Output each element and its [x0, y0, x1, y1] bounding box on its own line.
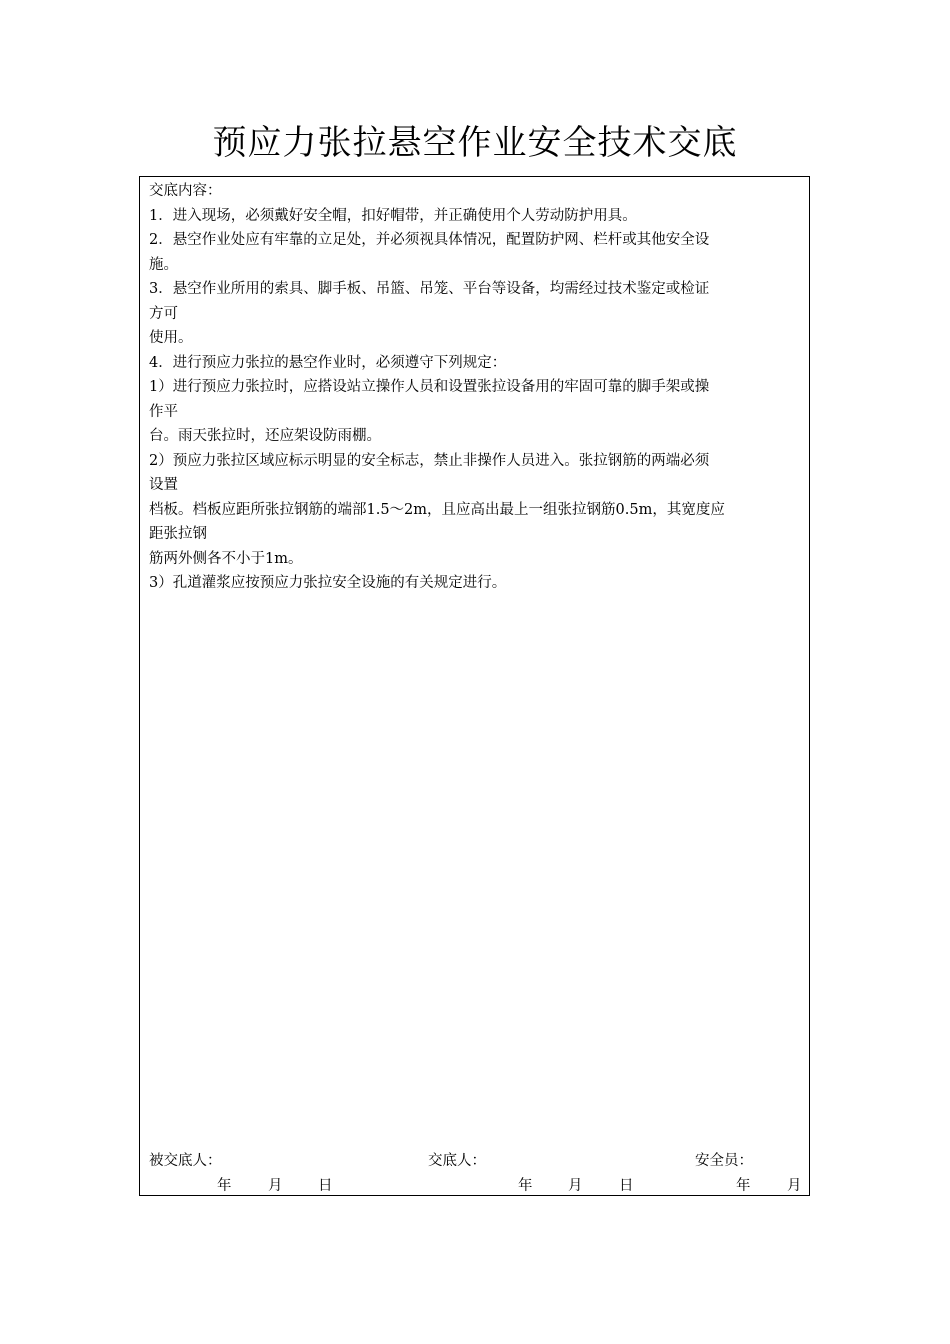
- content-line: 2）预应力张拉区域应标示明显的安全标志，禁止非操作人员进入。张拉钢筋的两端必须: [149, 452, 710, 469]
- recipient-signature-label: 被交底人：: [149, 1153, 222, 1169]
- safety-officer-signature-label: 安全员：: [695, 1153, 753, 1169]
- safety-officer-date-month: 月: [787, 1178, 802, 1194]
- discloser-date-month: 月: [568, 1178, 583, 1194]
- content-line: 使用。: [149, 330, 193, 346]
- content-line: 作平: [149, 403, 178, 420]
- content-line: 4．进行预应力张拉的悬空作业时，必须遵守下列规定：: [149, 354, 507, 371]
- content-line: 设置: [149, 477, 178, 493]
- content-line: 档板。档板应距所张拉钢筋的端部1.5～2m，且应高出最上一组张拉钢筋0.5m，其宽度应: [149, 501, 725, 518]
- disclosure-form: [139, 176, 810, 1196]
- recipient-date-month: 月: [268, 1178, 283, 1194]
- content-line: 1．进入现场，必须戴好安全帽，扣好帽带，并正确使用个人劳动防护用具。: [149, 207, 637, 224]
- content-line: 距张拉钢: [149, 526, 207, 542]
- disclosure-content: [149, 179, 801, 596]
- content-line: 筋两外侧各不小于1m。: [149, 550, 303, 567]
- document-title: 预应力张拉悬空作业安全技术交底: [212, 123, 738, 163]
- discloser-signature-label: 交底人：: [428, 1153, 486, 1169]
- recipient-date-day: 日: [318, 1178, 333, 1194]
- discloser-date-year: 年: [518, 1178, 533, 1194]
- content-line: 台。雨天张拉时，还应架设防雨棚。: [149, 428, 381, 444]
- content-line: 3）孔道灌浆应按预应力张拉安全设施的有关规定进行。: [149, 575, 507, 591]
- content-line: 2．悬空作业处应有牢靠的立足处，并必须视具体情况，配置防护网、栏杆或其他安全设: [149, 232, 710, 248]
- content-line: 施。: [149, 256, 178, 273]
- content-line: 1）进行预应力张拉时，应搭设站立操作人员和设置张拉设备用的牢固可靠的脚手架或操: [149, 379, 710, 395]
- content-line: 3．悬空作业所用的索具、脚手板、吊篮、吊笼、平台等设备，均需经过技术鉴定或检证: [149, 281, 710, 297]
- content-line: 方可: [149, 305, 178, 322]
- discloser-date-day: 日: [619, 1178, 634, 1194]
- content-heading: 交底内容：: [149, 183, 222, 199]
- safety-officer-date-year: 年: [736, 1178, 751, 1194]
- recipient-date-year: 年: [217, 1178, 232, 1194]
